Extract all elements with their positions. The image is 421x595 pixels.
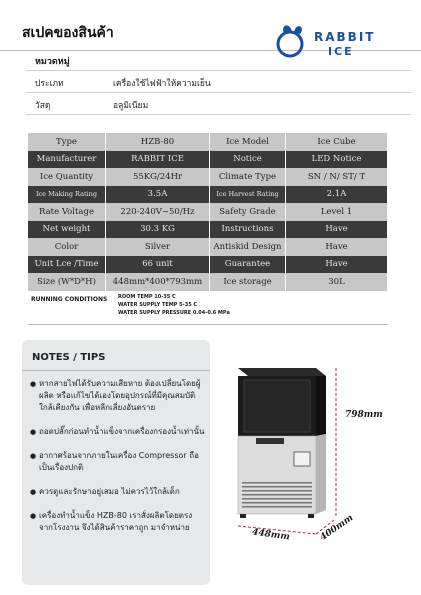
table-cell: Ice Making Rating xyxy=(28,186,106,204)
table-cell: 3.5A xyxy=(106,186,210,204)
table-cell: 220-240V~50/Hz xyxy=(106,203,210,221)
notes-title: NOTES / TIPS xyxy=(32,352,106,363)
table-cell: LED Notice xyxy=(286,151,388,169)
notes-divider xyxy=(22,370,210,371)
table-row xyxy=(28,256,388,274)
table-cell: Ice Cube xyxy=(286,133,388,151)
table-row xyxy=(28,203,388,221)
bullet-icon: ● xyxy=(30,512,37,520)
table-cell: Notice xyxy=(210,151,286,169)
material-label: วัสดุ xyxy=(35,101,51,111)
table-cell: 2.1A xyxy=(286,186,388,204)
bullet-icon: ● xyxy=(30,452,37,460)
width-dimension: 448mm xyxy=(251,527,291,543)
bullet-icon: ● xyxy=(30,428,37,436)
bullet-icon: ● xyxy=(30,488,37,496)
page-title: สเปคของสินค้า xyxy=(22,25,114,41)
divider xyxy=(26,70,411,71)
table-cell: Guarantee xyxy=(210,256,286,274)
table-cell: Color xyxy=(28,238,106,256)
table-cell: Size (W*D*H) xyxy=(28,273,106,291)
table-row xyxy=(28,273,388,291)
note-text: ควรดูและรักษาอยู่เสมอ ไม่ควรไว้ใกล้เด็ก xyxy=(39,487,180,496)
list-item xyxy=(30,510,205,534)
height-dimension: 798mm xyxy=(345,410,383,420)
table-cell: Type xyxy=(28,133,106,151)
note-text: ถอดปลั๊กก่อนทำน้ำแข็งจากเครื่องกรองน้ำเท่านั้น xyxy=(39,427,205,436)
table-cell: Silver xyxy=(106,238,210,256)
rabbit-logo-icon xyxy=(270,22,314,62)
table-cell: Climate Type xyxy=(210,168,286,186)
list-item xyxy=(30,450,205,474)
table-cell: Ice Model xyxy=(210,133,286,151)
bullet-icon: ● xyxy=(30,380,37,388)
table-cell: 66 unit xyxy=(106,256,210,274)
depth-dimension: 400mm xyxy=(318,513,356,543)
list-item xyxy=(30,426,205,438)
type-value: เครื่องใช้ไฟฟ้าให้ความเย็น xyxy=(113,79,211,89)
table-cell: Have xyxy=(286,256,388,274)
type-label: ประเภท xyxy=(35,79,64,89)
note-text: อากาศร้อนจากภายในเครื่อง Compressor ถือเป็นเรื่องปกติ xyxy=(39,451,199,472)
table-cell: Net weight xyxy=(28,221,106,239)
table-cell: 30L xyxy=(286,273,388,291)
table-row xyxy=(28,238,388,256)
rabbit-ice-logo xyxy=(270,22,390,66)
running-conditions-title: RUNNING CONDITIONS xyxy=(31,295,108,303)
note-text: เครื่องทำน้ำแข็ง HZB-80 เราสั่งผลิตโดยตรงจากโรงงาน จึงได้สินค้าราคาถูก มาจำหน่าย xyxy=(39,511,193,532)
table-cell: 55KG/24Hr xyxy=(106,168,210,186)
table-cell: Manufacturer xyxy=(28,151,106,169)
table-cell: Instructions xyxy=(210,221,286,239)
table-row xyxy=(28,186,388,204)
table-row xyxy=(28,151,388,169)
table-row xyxy=(28,168,388,186)
room-temp: ROOM TEMP 10-35 C xyxy=(118,293,176,300)
table-cell: Have xyxy=(286,238,388,256)
table-cell: 448mm*400*793mm xyxy=(106,273,210,291)
list-item xyxy=(30,378,205,414)
table-cell: Rate Voltage xyxy=(28,203,106,221)
table-cell: Level 1 xyxy=(286,203,388,221)
brand-name: RABBIT xyxy=(314,30,376,44)
table-cell: Safety Grade xyxy=(210,203,286,221)
table-cell: Ice Harvest Rating xyxy=(210,186,286,204)
table-cell: RABBIT ICE xyxy=(106,151,210,169)
table-cell: SN / N/ ST/ T xyxy=(286,168,388,186)
table-row xyxy=(28,133,388,151)
material-value: อลูมิเนียม xyxy=(113,101,149,111)
brand-subname: ICE xyxy=(328,45,354,58)
table-cell: Ice Quantity xyxy=(28,168,106,186)
table-row xyxy=(28,221,388,239)
water-temp: WATER SUPPLY TEMP 5-35 C xyxy=(118,301,198,308)
running-conditions xyxy=(28,291,388,325)
divider xyxy=(26,92,411,93)
spec-table xyxy=(28,133,388,325)
divider xyxy=(26,114,411,115)
list-item xyxy=(30,486,205,498)
note-text: หากสายไฟได้รับความเสียหาย ต้องเปลี่ยนโดยผู้ผลิต หรือแก้ไขได้เองโดยอุปกรณ์ที่มีคุณสมบัติใกล้เคียงกัน เพื่อหลีกเลี่ยงอันตราย xyxy=(39,379,201,412)
table-cell: Antiskid Design xyxy=(210,238,286,256)
table-cell: 30.3 KG xyxy=(106,221,210,239)
table-cell: Unit Lce /Time xyxy=(28,256,106,274)
table-cell: Have xyxy=(286,221,388,239)
table-cell: Ice storage xyxy=(210,273,286,291)
notes-panel xyxy=(22,340,210,585)
category-heading: หมวดหมู่ xyxy=(35,57,70,67)
water-pressure: WATER SUPPLY PRESSURE 0.04-0.6 MPa xyxy=(118,309,230,316)
table-cell: HZB-80 xyxy=(106,133,210,151)
